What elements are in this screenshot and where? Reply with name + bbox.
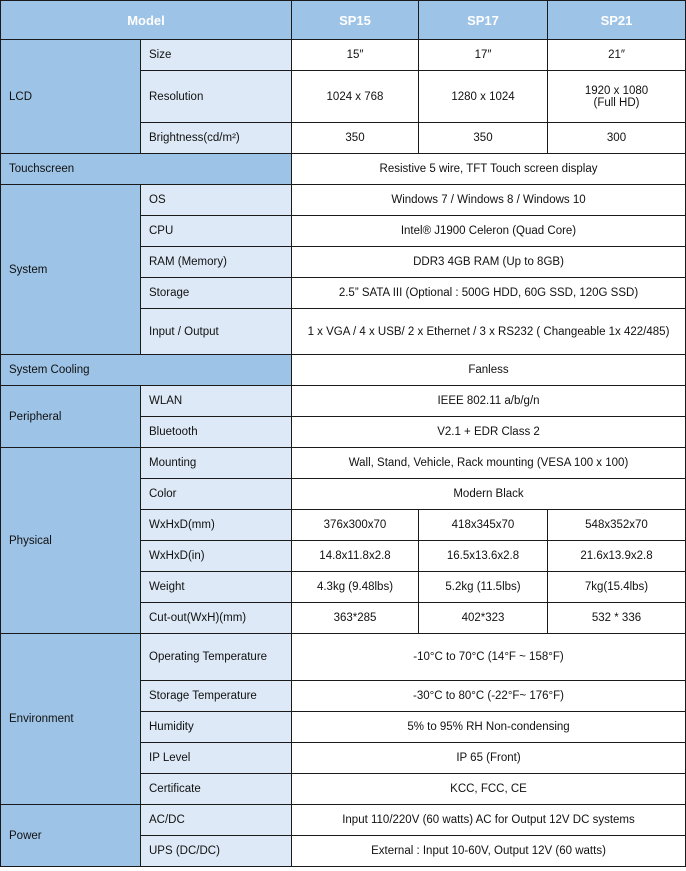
spec-value: IP 65 (Front) <box>292 743 686 774</box>
model-sp15: SP15 <box>292 1 419 40</box>
spec-value: -10°C to 70°C (14°F ~ 158°F) <box>292 634 686 681</box>
spec-label: IP Level <box>141 743 292 774</box>
spec-value: 376x300x70 <box>292 510 419 541</box>
spec-value: 4.3kg (9.48lbs) <box>292 572 419 603</box>
spec-value: 1024 x 768 <box>292 71 419 123</box>
spec-value: 14.8x11.8x2.8 <box>292 541 419 572</box>
spec-value: 363*285 <box>292 603 419 634</box>
spec-row-os <box>1 185 686 216</box>
spec-value: 5% to 95% RH Non-condensing <box>292 712 686 743</box>
spec-value: IEEE 802.11 a/b/g/n <box>292 386 686 417</box>
spec-row-mounting <box>1 448 686 479</box>
spec-value: External : Input 10-60V, Output 12V (60 watts) <box>292 836 686 867</box>
spec-value: Windows 7 / Windows 8 / Windows 10 <box>292 185 686 216</box>
spec-label: Cut-out(WxH)(mm) <box>141 603 292 634</box>
spec-value: 2.5” SATA III (Optional : 500G HDD, 60G SSD, 120G SSD) <box>292 278 686 309</box>
spec-row-ac-dc <box>1 805 686 836</box>
spec-value: DDR3 4GB RAM (Up to 8GB) <box>292 247 686 278</box>
spec-value: 350 <box>292 123 419 154</box>
spec-value: 418x345x70 <box>419 510 548 541</box>
model-sp21: SP21 <box>548 1 686 40</box>
spec-row-operating-temperature <box>1 634 686 681</box>
spec-value: 532 * 336 <box>548 603 686 634</box>
spec-label: Storage <box>141 278 292 309</box>
group-system-cooling: System Cooling <box>1 355 292 386</box>
spec-value: 1280 x 1024 <box>419 71 548 123</box>
spec-value: Input 110/220V (60 watts) AC for Output 12V DC systems <box>292 805 686 836</box>
spec-label: Mounting <box>141 448 292 479</box>
spec-value: 7kg(15.4lbs) <box>548 572 686 603</box>
spec-value: 1920 x 1080 (Full HD) <box>548 71 686 123</box>
spec-label: Storage Temperature <box>141 681 292 712</box>
spec-value: 402*323 <box>419 603 548 634</box>
spec-value: 21.6x13.9x2.8 <box>548 541 686 572</box>
spec-label: Brightness(cd/m²) <box>141 123 292 154</box>
spec-label: Certificate <box>141 774 292 805</box>
spec-value: -30°C to 80°C (-22°F~ 176°F) <box>292 681 686 712</box>
spec-value: 17″ <box>419 40 548 71</box>
spec-value: 5.2kg (11.5lbs) <box>419 572 548 603</box>
spec-label: RAM (Memory) <box>141 247 292 278</box>
spec-value: Fanless <box>292 355 686 386</box>
spec-label: Bluetooth <box>141 417 292 448</box>
spec-label: Operating Temperature <box>141 634 292 681</box>
spec-row-system-cooling <box>1 355 686 386</box>
spec-value: 21″ <box>548 40 686 71</box>
spec-value: Wall, Stand, Vehicle, Rack mounting (VESA 100 x 100) <box>292 448 686 479</box>
spec-value: Intel® J1900 Celeron (Quad Core) <box>292 216 686 247</box>
spec-label: Resolution <box>141 71 292 123</box>
spec-value: 16.5x13.6x2.8 <box>419 541 548 572</box>
group-peripheral: Peripheral <box>1 386 141 448</box>
group-environment: Environment <box>1 634 141 805</box>
spec-label: OS <box>141 185 292 216</box>
model-sp17: SP17 <box>419 1 548 40</box>
spec-value: Resistive 5 wire, TFT Touch screen display <box>292 154 686 185</box>
spec-label: Size <box>141 40 292 71</box>
spec-value: 300 <box>548 123 686 154</box>
spec-label: CPU <box>141 216 292 247</box>
group-touchscreen: Touchscreen <box>1 154 292 185</box>
spec-label: Weight <box>141 572 292 603</box>
spec-row-wlan <box>1 386 686 417</box>
model-header: Model <box>1 1 292 40</box>
spec-label: UPS (DC/DC) <box>141 836 292 867</box>
spec-label: Humidity <box>141 712 292 743</box>
spec-row-size <box>1 40 686 71</box>
spec-value: 1 x VGA / 4 x USB/ 2 x Ethernet / 3 x RS232 ( Changeable 1x 422/485) <box>292 309 686 355</box>
spec-value: 350 <box>419 123 548 154</box>
spec-value: KCC, FCC, CE <box>292 774 686 805</box>
spec-label: Color <box>141 479 292 510</box>
spec-label: WLAN <box>141 386 292 417</box>
group-physical: Physical <box>1 448 141 634</box>
group-power: Power <box>1 805 141 867</box>
spec-label: WxHxD(in) <box>141 541 292 572</box>
group-system: System <box>1 185 141 355</box>
spec-value: V2.1 + EDR Class 2 <box>292 417 686 448</box>
spec-label: AC/DC <box>141 805 292 836</box>
header-row <box>1 1 686 40</box>
spec-value: 15″ <box>292 40 419 71</box>
spec-row-touchscreen <box>1 154 686 185</box>
group-lcd: LCD <box>1 40 141 154</box>
spec-label: Input / Output <box>141 309 292 355</box>
spec-value: Modern Black <box>292 479 686 510</box>
spec-label: WxHxD(mm) <box>141 510 292 541</box>
spec-value: 548x352x70 <box>548 510 686 541</box>
